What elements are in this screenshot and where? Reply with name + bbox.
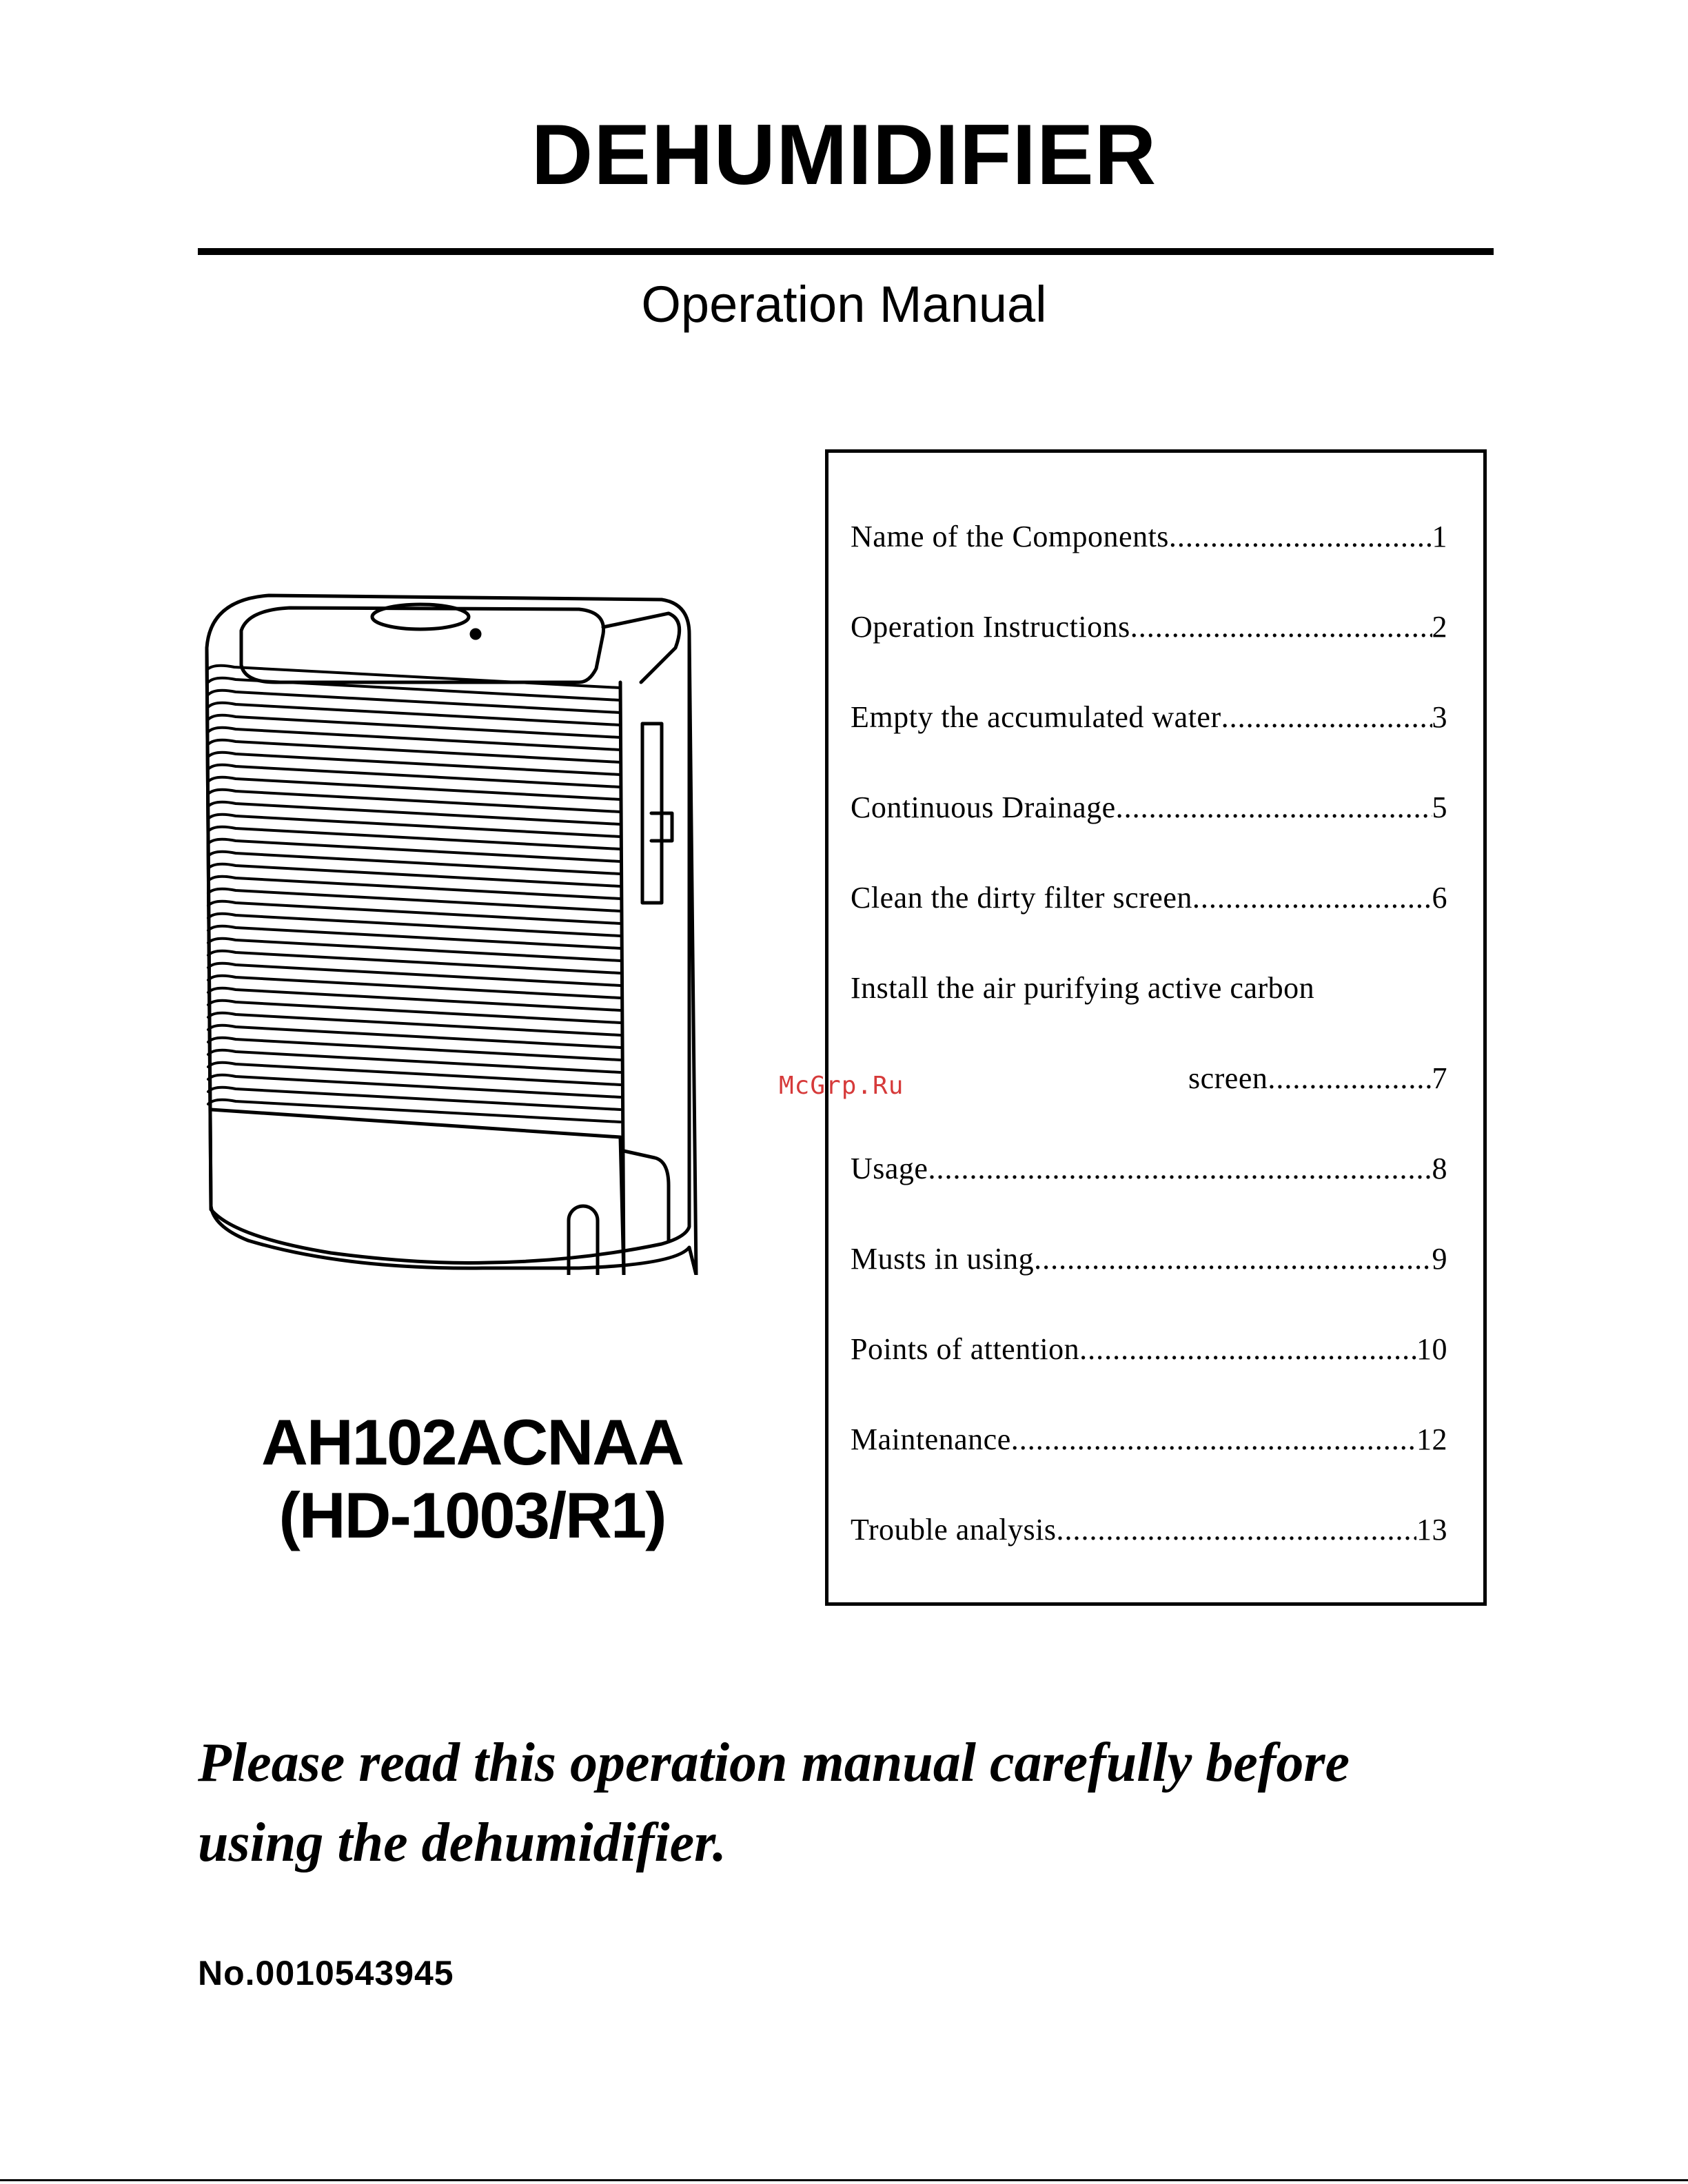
tank-right-ledge — [624, 1151, 669, 1241]
toc-entry-page: 7 — [1432, 1061, 1447, 1095]
toc-leader-dots — [1192, 853, 1432, 943]
document-number: No.0010543945 — [198, 1954, 454, 1992]
toc-entry-page: 3 — [1432, 700, 1447, 734]
water-tank — [211, 1110, 624, 1275]
toc-entry-page: 2 — [1432, 610, 1447, 644]
air-grille — [207, 666, 620, 1122]
toc-list — [851, 491, 1447, 1575]
toc-entry-label: Continuous Drainage — [851, 790, 1116, 824]
dehumidifier-illustration — [193, 586, 717, 1275]
toc-entry-page: 6 — [1432, 881, 1447, 915]
toc-leader-dots — [1221, 672, 1432, 762]
toc-entry[interactable] — [851, 1033, 1447, 1123]
document-title: DEHUMIDIFIER — [531, 108, 1157, 203]
toc-entry-label: Musts in using — [851, 1242, 1035, 1276]
toc-entry-page: 8 — [1432, 1152, 1447, 1185]
toc-leader-dots — [1116, 762, 1432, 853]
reading-notice-line: Please read this operation manual carefully before — [198, 1733, 1350, 1793]
toc-entry[interactable] — [851, 1304, 1447, 1394]
toc-entry-page: 12 — [1416, 1422, 1447, 1456]
toc-entry-label: Trouble analysis — [851, 1513, 1057, 1547]
reading-notice-line: using the dehumidifier. — [198, 1813, 726, 1873]
toc-entry[interactable] — [851, 1214, 1447, 1304]
toc-entry-page: 1 — [1432, 520, 1447, 553]
toc-entry-label: Empty the accumulated water — [851, 700, 1221, 734]
toc-leader-dots — [1034, 1214, 1432, 1304]
toc-entry-page: 5 — [1432, 790, 1447, 824]
toc-leader-dots — [1169, 491, 1432, 582]
toc-entry[interactable] — [851, 943, 1447, 1033]
toc-entry-page: 13 — [1416, 1513, 1447, 1547]
toc-leader-dots — [1057, 1484, 1417, 1575]
toc-entry-label: Usage — [851, 1152, 928, 1185]
table-of-contents — [825, 449, 1487, 1606]
watermark-text: McGrp.Ru — [779, 1072, 904, 1100]
toc-entry[interactable] — [851, 491, 1447, 582]
title-rule — [198, 248, 1494, 255]
toc-entry-label: Maintenance — [851, 1422, 1011, 1456]
toc-leader-dots — [1130, 582, 1432, 672]
toc-entry[interactable] — [851, 1484, 1447, 1575]
toc-leader-dots — [1079, 1304, 1416, 1394]
toc-entry[interactable] — [851, 582, 1447, 672]
toc-leader-dots — [1011, 1394, 1416, 1484]
toc-entry-label: Name of the Components — [851, 520, 1169, 553]
toc-entry[interactable] — [851, 1394, 1447, 1484]
toc-entry-page: 10 — [1416, 1332, 1447, 1366]
page-bottom-rule — [0, 2179, 1688, 2181]
document-subtitle: Operation Manual — [641, 276, 1047, 333]
indicator-dot-icon — [471, 630, 480, 638]
model-number — [193, 1406, 751, 1552]
model-code: AH102ACNAA — [261, 1406, 684, 1478]
water-level-window — [569, 1206, 598, 1275]
toc-entry-label: Operation Instructions — [851, 610, 1130, 644]
toc-entry-page: 9 — [1432, 1242, 1447, 1276]
toc-entry[interactable] — [851, 672, 1447, 762]
toc-entry[interactable] — [851, 762, 1447, 853]
toc-entry[interactable] — [851, 853, 1447, 943]
unit-top-right-bevel — [603, 613, 680, 682]
toc-entry-label: Points of attention — [851, 1332, 1080, 1366]
toc-entry-label: Install the air purifying active carbon — [851, 971, 1315, 1005]
toc-entry[interactable] — [851, 1123, 1447, 1214]
toc-leader-dots — [928, 1123, 1432, 1214]
model-variant: (HD-1003/R1) — [278, 1479, 666, 1551]
toc-leader-dots — [1268, 1033, 1432, 1123]
toc-entry-label: Clean the dirty filter screen — [851, 881, 1192, 915]
reading-notice — [198, 1723, 1507, 1883]
toc-entry-label: screen — [1188, 1061, 1268, 1095]
